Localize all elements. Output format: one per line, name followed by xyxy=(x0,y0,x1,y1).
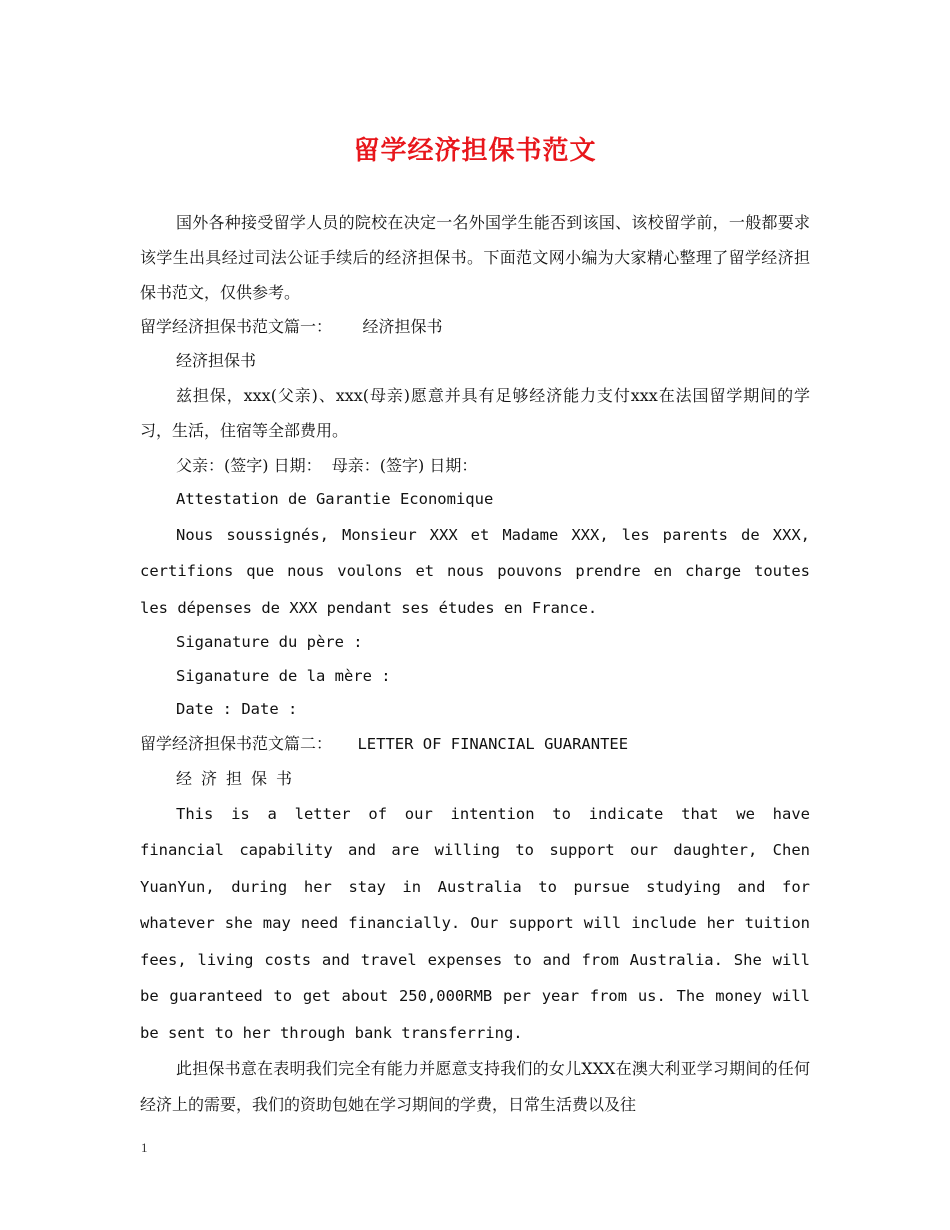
section1-subtitle: 经济担保书 xyxy=(176,351,257,370)
section1-heading-title: 经济担保书 xyxy=(362,317,443,336)
section2-chinese-body: 此担保书意在表明我们完全有能力并愿意支持我们的女儿XXX在澳大利亚学习期间的任何经济上的需要，我们的资助包她在学习期间的学费，日常生活费以及往 xyxy=(140,1059,810,1114)
section2-english-body: This is a letter of our intention to indicate that we have financial capability and are willing to support our daughter, Chen YuanYun, during her stay in Australia to pursue studying and for whatever she may need financially. Our support will include her tuition fees, living costs and travel expenses to and from Australia. She will be guaranteed to get about 250,000RMB per year from us. The money will be sent to her through bank transferring. xyxy=(140,804,810,1042)
section2-heading xyxy=(140,727,810,761)
section2-heading-label: 留学经济担保书范文篇二： xyxy=(140,733,333,753)
dates-line: Date : Date : xyxy=(176,700,298,718)
document-body xyxy=(140,205,810,1123)
father-signature: Siganature du père : xyxy=(176,633,363,651)
french-title: Attestation de Garantie Economique xyxy=(176,490,494,508)
section1-signature-line: 父亲：(签字) 日期： 母亲：(签字) 日期： xyxy=(176,456,478,475)
french-body: Nous soussignés, Monsieur XXX et Madame XXX, les parents de XXX, certifions que nous voulons et nous pouvons prendre en charge toutes les dépenses de XXX pendant ses études en France. xyxy=(140,525,810,617)
intro-paragraph: 国外各种接受留学人员的院校在决定一名外国学生能否到该国、该校留学前，一般都要求该学生出具经过司法公证手续后的经济担保书。下面范文网小编为大家精心整理了留学经济担保书范文，仅供参考。 xyxy=(140,213,810,302)
page-number: 1 xyxy=(141,1140,148,1155)
section2-subtitle: 经济担保书 xyxy=(176,768,302,788)
section1-heading xyxy=(140,310,810,343)
section1-chinese-body: 兹担保，xxx(父亲)、xxx(母亲)愿意并具有足够经济能力支付xxx在法国留学期间的学习，生活，住宿等全部费用。 xyxy=(140,386,810,440)
section2-heading-title: LETTER OF FINANCIAL GUARANTEE xyxy=(357,734,629,753)
section1-heading-label: 留学经济担保书范文篇一： xyxy=(140,317,333,336)
document-title: 留学经济担保书范文 xyxy=(353,136,597,166)
mother-signature: Siganature de la mère : xyxy=(176,666,391,685)
